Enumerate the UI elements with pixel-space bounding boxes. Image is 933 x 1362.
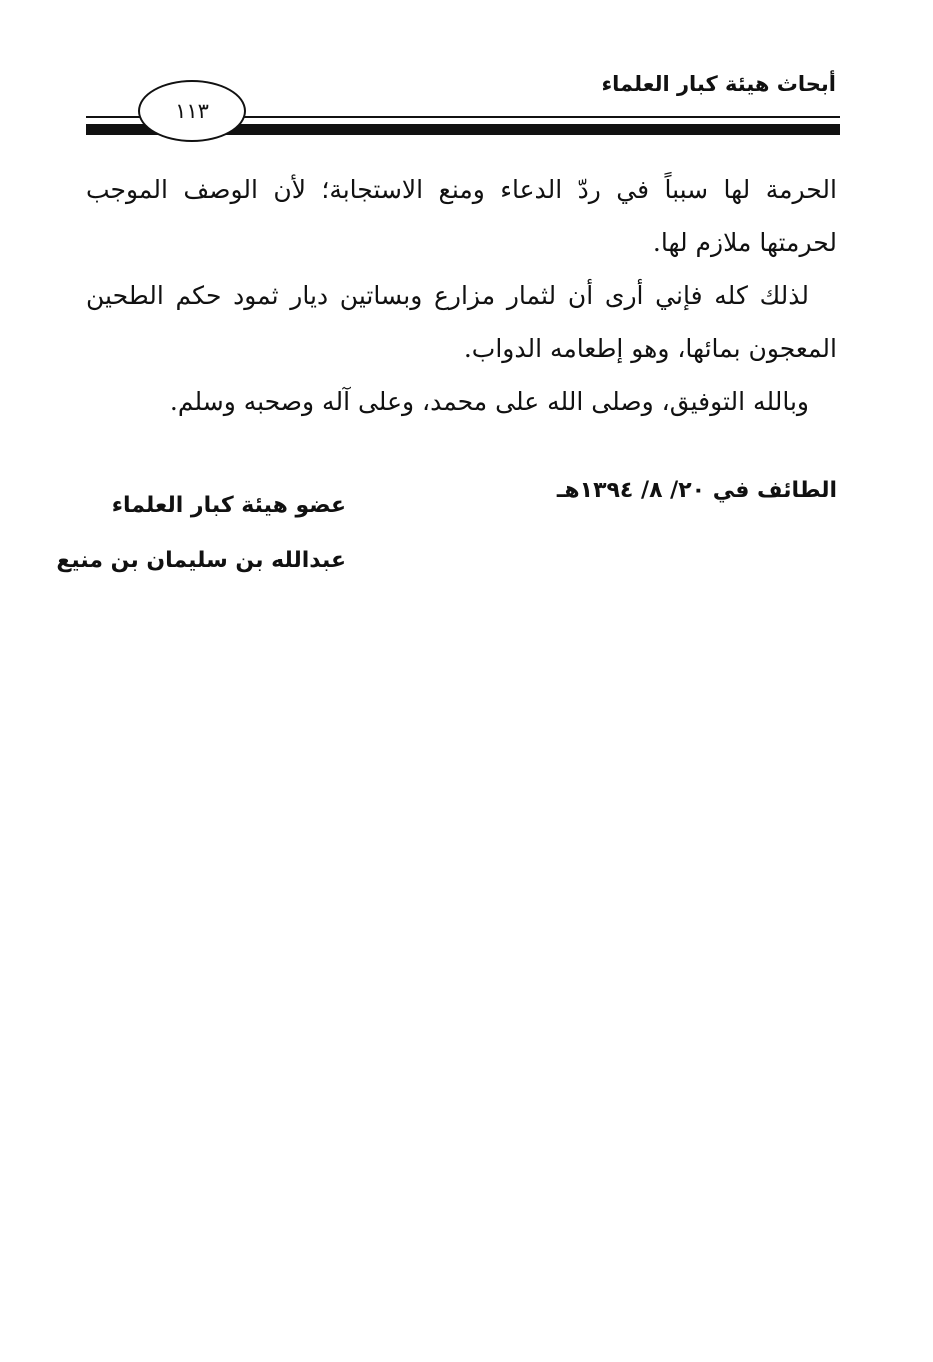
- paragraph-3: وبالله التوفيق، وصلى الله على محمد، وعلى آله وصحبه وسلم.: [169, 387, 809, 416]
- running-header-title: أبحاث هيئة كبار العلماء: [601, 72, 836, 96]
- signature-name: عبدالله بن سليمان بن منيع: [56, 548, 346, 573]
- page-header: [0, 0, 933, 150]
- body-text: [86, 163, 837, 428]
- signature-title: عضو هيئة كبار العلماء: [111, 493, 346, 518]
- signature-date: الطائف في ٢٠/ ٨/ ١٣٩٤هـ: [556, 478, 837, 503]
- signature-block: [56, 478, 346, 588]
- page-number-badge: [138, 80, 246, 142]
- page-number: ١١٣: [175, 99, 209, 123]
- paragraph-2: لذلك كله فإني أرى أن لثمار مزارع وبساتين ديار ثمود حكم الطحين المعجون بمائها، وهو إطعامه الدواب.: [86, 281, 837, 363]
- paragraph-1: الحرمة لها سبباً في ردّ الدعاء ومنع الاستجابة؛ لأن الوصف الموجب لحرمتها ملازم لها.: [86, 175, 837, 257]
- signature-section: [56, 478, 837, 588]
